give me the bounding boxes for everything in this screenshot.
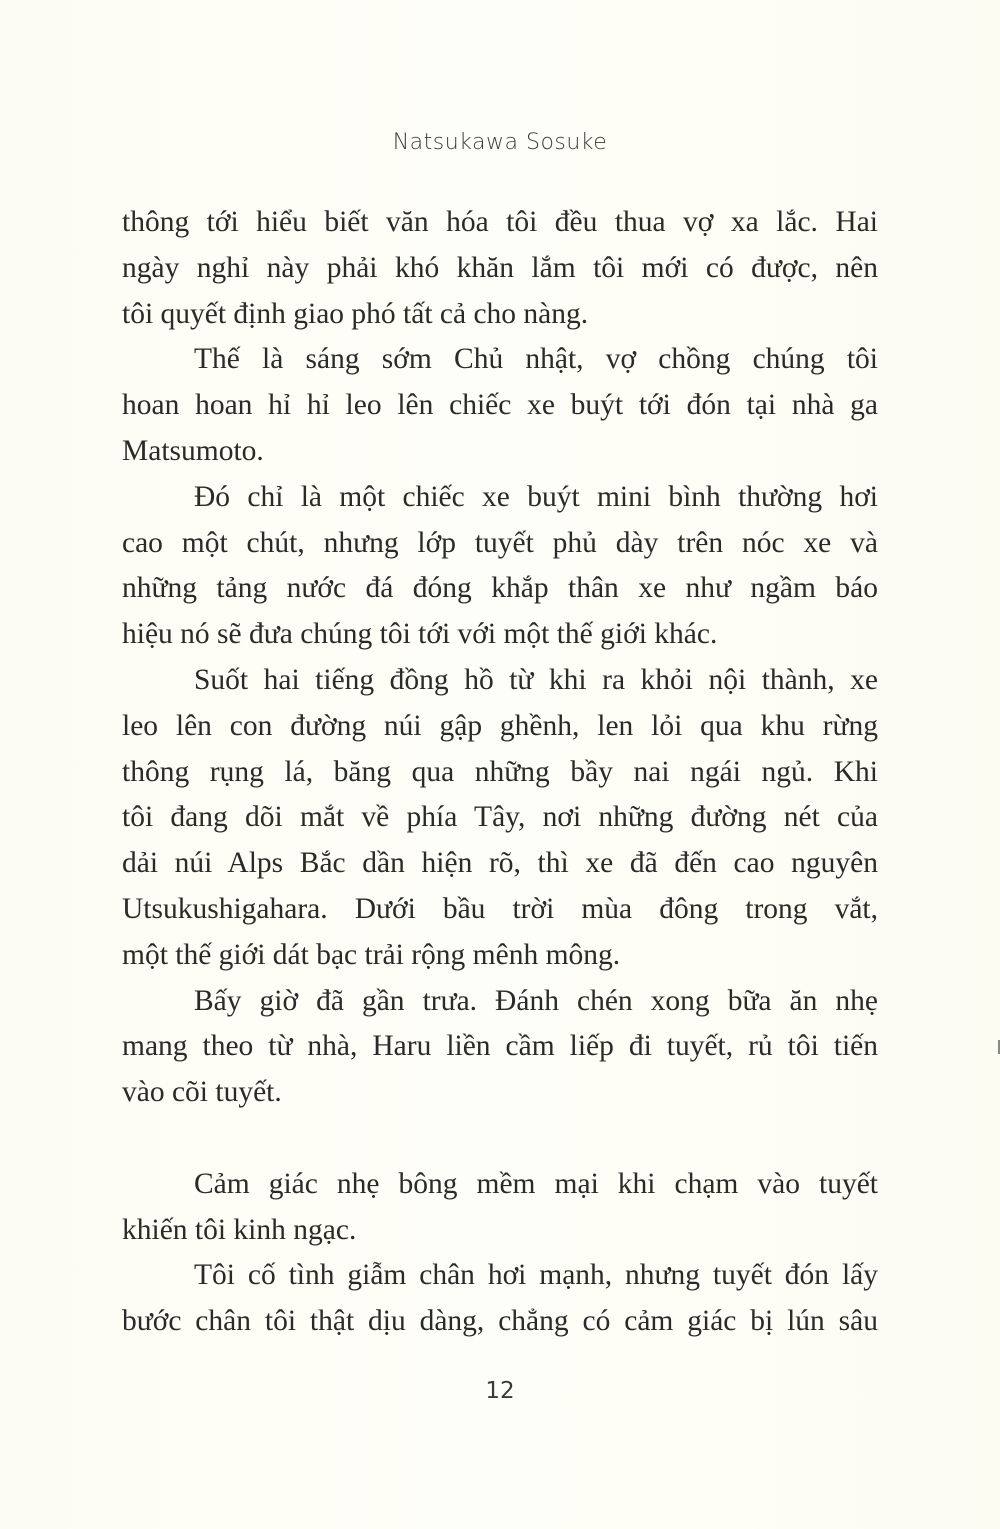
text-line: một thế giới dát bạc trải rộng mênh mông. xyxy=(122,938,621,971)
text-line: khiến tôi kinh ngạc. xyxy=(122,1213,357,1246)
text-line: cao một chút, nhưng lớp tuyết phủ dày trên nóc xe và xyxy=(122,526,878,559)
paragraph-start-line: Bấy giờ đã gần trưa. Đánh chén xong bữa ăn nhẹ xyxy=(194,984,878,1017)
running-header-author: Natsukawa Sosuke xyxy=(392,130,608,155)
text-line: thông tới hiểu biết văn hóa tôi đều thua vợ xa lắc. Hai xyxy=(122,206,878,238)
text-line: hiệu nó sẽ đưa chúng tôi tới với một thế giới khác. xyxy=(122,618,718,651)
body-text xyxy=(122,200,878,1345)
text-line: tôi đang dõi mắt về phía Tây, nơi những đường nét của xyxy=(122,801,878,834)
text-line: tôi quyết định giao phó tất cả cho nàng. xyxy=(122,297,589,330)
page-number: 12 xyxy=(485,1378,515,1404)
text-line: những tảng nước đá đóng khắp thân xe như ngầm báo xyxy=(122,572,878,605)
paragraph-start-line: Tôi cố tình giẫm chân hơi mạnh, nhưng tuyết đón lấy xyxy=(194,1259,878,1292)
text-line: dải núi Alps Bắc dần hiện rõ, thì xe đã đến cao nguyên xyxy=(122,847,878,880)
text-line: Matsumoto. xyxy=(122,434,264,467)
text-line: bước chân tôi thật dịu dàng, chẳng có cảm giác bị lún sâu xyxy=(122,1305,878,1338)
text-line: thông rụng lá, băng qua những bầy nai ngái ngủ. Khi xyxy=(122,755,878,788)
section-break xyxy=(122,1116,878,1162)
text-line: vào cõi tuyết. xyxy=(122,1076,282,1109)
text-line: ngày nghỉ này phải khó khăn lắm tôi mới có được, nên xyxy=(122,251,878,284)
text-line: mang theo từ nhà, Haru liền cầm liếp đi tuyết, rủ tôi tiến xyxy=(122,1030,878,1063)
text-line: hoan hoan hỉ hỉ leo lên chiếc xe buýt tới đón tại nhà ga xyxy=(122,389,878,422)
text-line: Utsukushigahara. Dưới bầu trời mùa đông trong vắt, xyxy=(122,892,878,925)
paragraph-start-line: Đó chỉ là một chiếc xe buýt mini bình thường hơi xyxy=(194,480,878,513)
paragraph-start-line: Thế là sáng sớm Chủ nhật, vợ chồng chúng tôi xyxy=(194,343,878,376)
paragraph-start-line: Cảm giác nhẹ bông mềm mại khi chạm vào tuyết xyxy=(194,1167,878,1200)
paragraph-start-line: Suốt hai tiếng đồng hồ từ khi ra khỏi nội thành, xe xyxy=(194,663,878,696)
text-line: leo lên con đường núi gập ghềnh, len lỏi qua khu rừng xyxy=(122,709,878,742)
